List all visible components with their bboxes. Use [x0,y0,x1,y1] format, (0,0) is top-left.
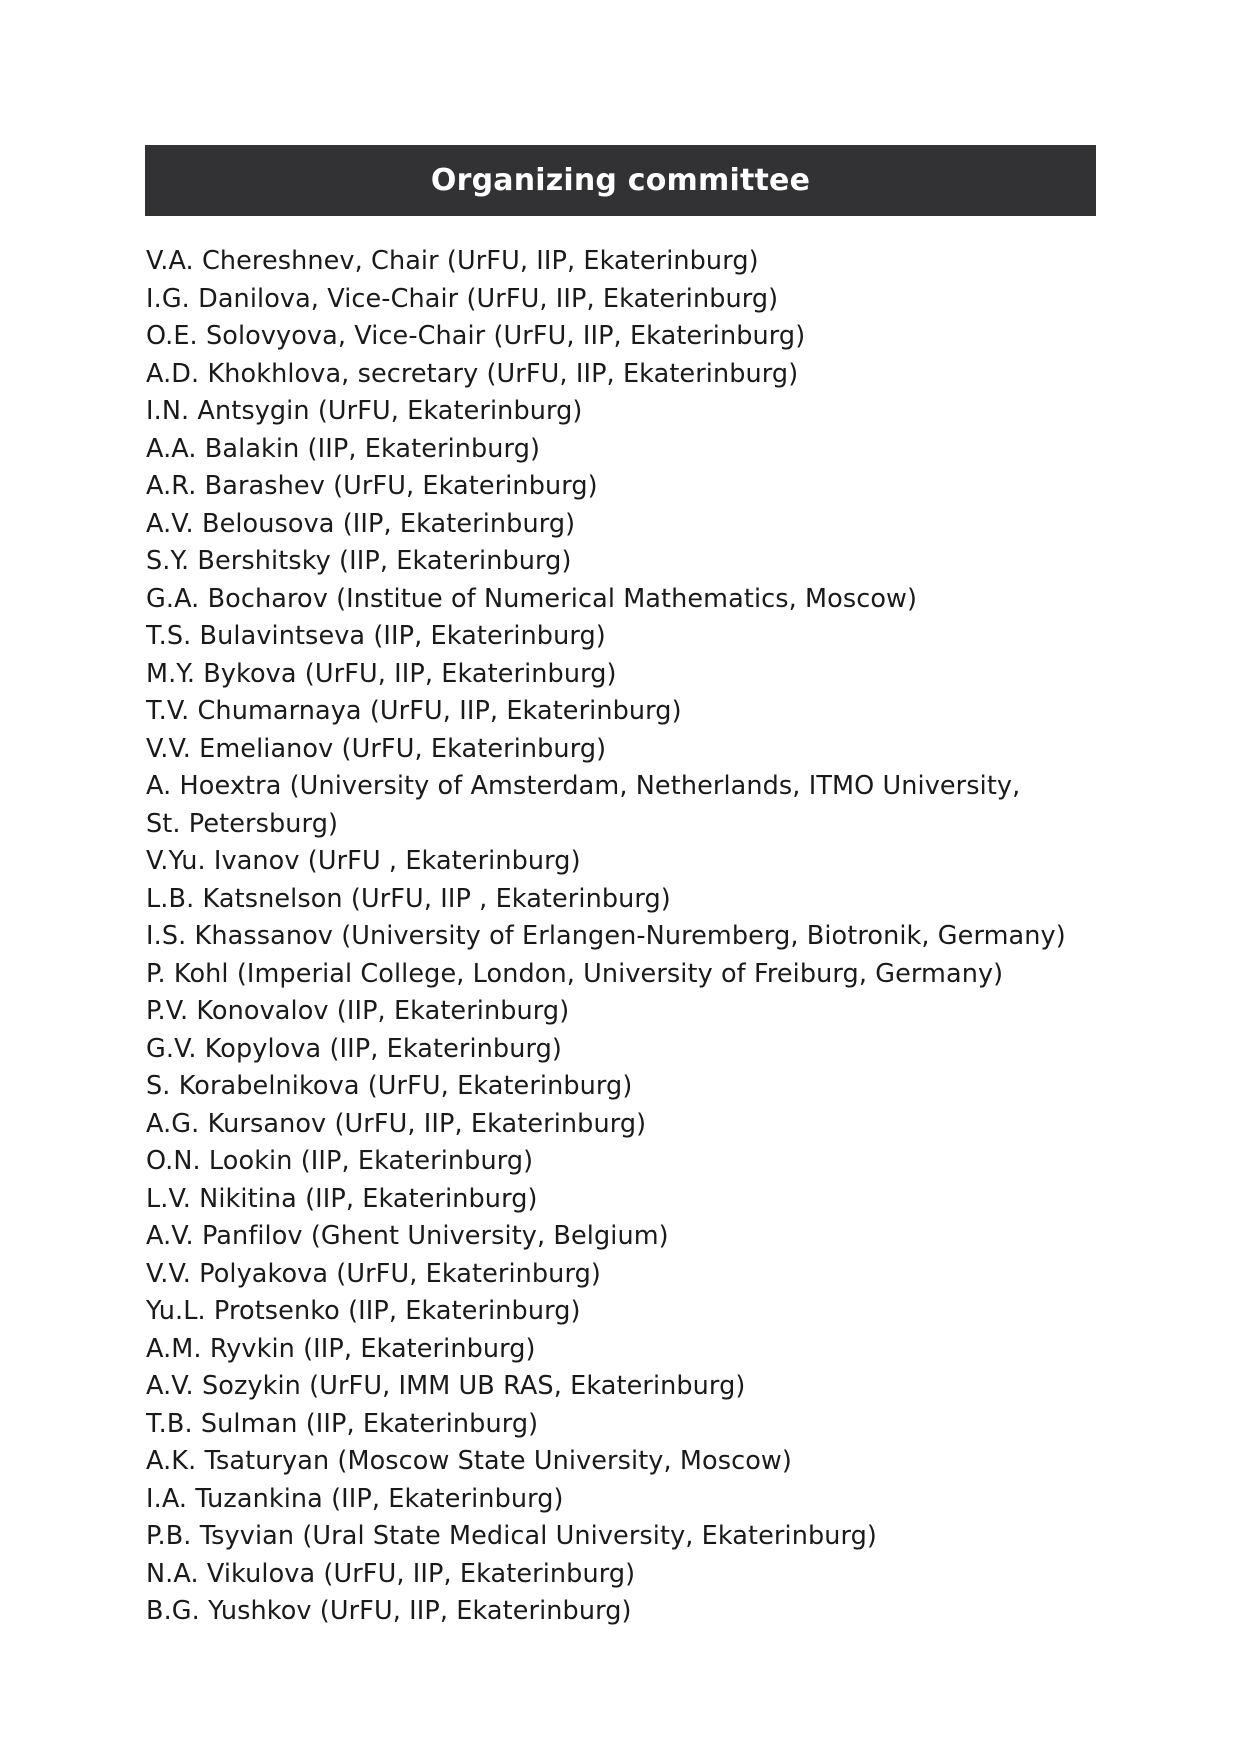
member-item: O.E. Solovyova, Vice-Chair (UrFU, IIP, Ekaterinburg) [146,321,806,351]
member-item: O.N. Lookin (IIP, Ekaterinburg) [146,1146,534,1176]
member-item: A.V. Sozykin (UrFU, IMM UB RAS, Ekaterinburg) [146,1371,746,1401]
member-item: I.G. Danilova, Vice-Chair (UrFU, IIP, Ekaterinburg) [146,283,779,314]
member-item: I.S. Khassanov (University of Erlangen-Nuremberg, Biotronik, Germany) [146,921,1066,951]
page-title: Organizing committee [430,163,811,198]
member-item: P. Kohl (Imperial College, London, University of Freiburg, Germany) [146,958,1004,989]
member-item: A.M. Ryvkin (IIP, Ekaterinburg) [146,1333,536,1364]
member-item: I.A. Tuzankina (IIP, Ekaterinburg) [146,1483,564,1514]
member-item: S.Y. Bershitsky (IIP, Ekaterinburg) [146,546,572,576]
member-item: G.A. Bocharov (Institue of Numerical Mathematics, Moscow) [146,583,918,614]
member-item: V.V. Emelianov (UrFU, Ekaterinburg) [146,733,607,764]
member-item: L.B. Katsnelson (UrFU, IIP , Ekaterinburg) [146,883,671,914]
member-item: S. Korabelnikova (UrFU, Ekaterinburg) [146,1071,633,1101]
member-item: M.Y. Bykova (UrFU, IIP, Ekaterinburg) [146,658,617,689]
member-item: A.V. Panfilov (Ghent University, Belgium) [146,1221,669,1251]
member-item: L.V. Nikitina (IIP, Ekaterinburg) [146,1183,538,1214]
member-item: A.R. Barashev (UrFU, Ekaterinburg) [146,471,598,501]
member-item: A.D. Khokhlova, secretary (UrFU, IIP, Ekaterinburg) [146,358,799,389]
member-item: G.V. Kopylova (IIP, Ekaterinburg) [146,1033,562,1064]
member-item: T.V. Chumarnaya (UrFU, IIP, Ekaterinburg) [146,696,682,726]
member-item: P.B. Tsyvian (Ural State Medical University, Ekaterinburg) [146,1521,877,1551]
member-item: A.G. Kursanov (UrFU, IIP, Ekaterinburg) [146,1108,647,1139]
member-item: V.A. Chereshnev, Chair (UrFU, IIP, Ekaterinburg) [146,246,759,276]
member-item: T.B. Sulman (IIP, Ekaterinburg) [146,1408,539,1439]
section-header [145,145,1096,216]
member-item: P.V. Konovalov (IIP, Ekaterinburg) [146,996,570,1026]
member-item: N.A. Vikulova (UrFU, IIP, Ekaterinburg) [146,1558,636,1589]
member-item: A.A. Balakin (IIP, Ekaterinburg) [146,433,541,464]
committee-member-list [146,243,1106,1631]
member-item: Yu.L. Protsenko (IIP, Ekaterinburg) [146,1296,581,1326]
member-item: A. Hoextra (University of Amsterdam, Netherlands, ITMO University, St. Petersburg) [146,771,1021,839]
member-item: A.V. Belousova (IIP, Ekaterinburg) [146,508,576,539]
member-item: V.V. Polyakova (UrFU, Ekaterinburg) [146,1258,601,1289]
member-item: B.G. Yushkov (UrFU, IIP, Ekaterinburg) [146,1596,632,1626]
member-item: T.S. Bulavintseva (IIP, Ekaterinburg) [146,621,606,651]
member-item: V.Yu. Ivanov (UrFU , Ekaterinburg) [146,846,581,876]
member-item: I.N. Antsygin (UrFU, Ekaterinburg) [146,396,583,426]
member-item: A.K. Tsaturyan (Moscow State University, Moscow) [146,1446,792,1476]
